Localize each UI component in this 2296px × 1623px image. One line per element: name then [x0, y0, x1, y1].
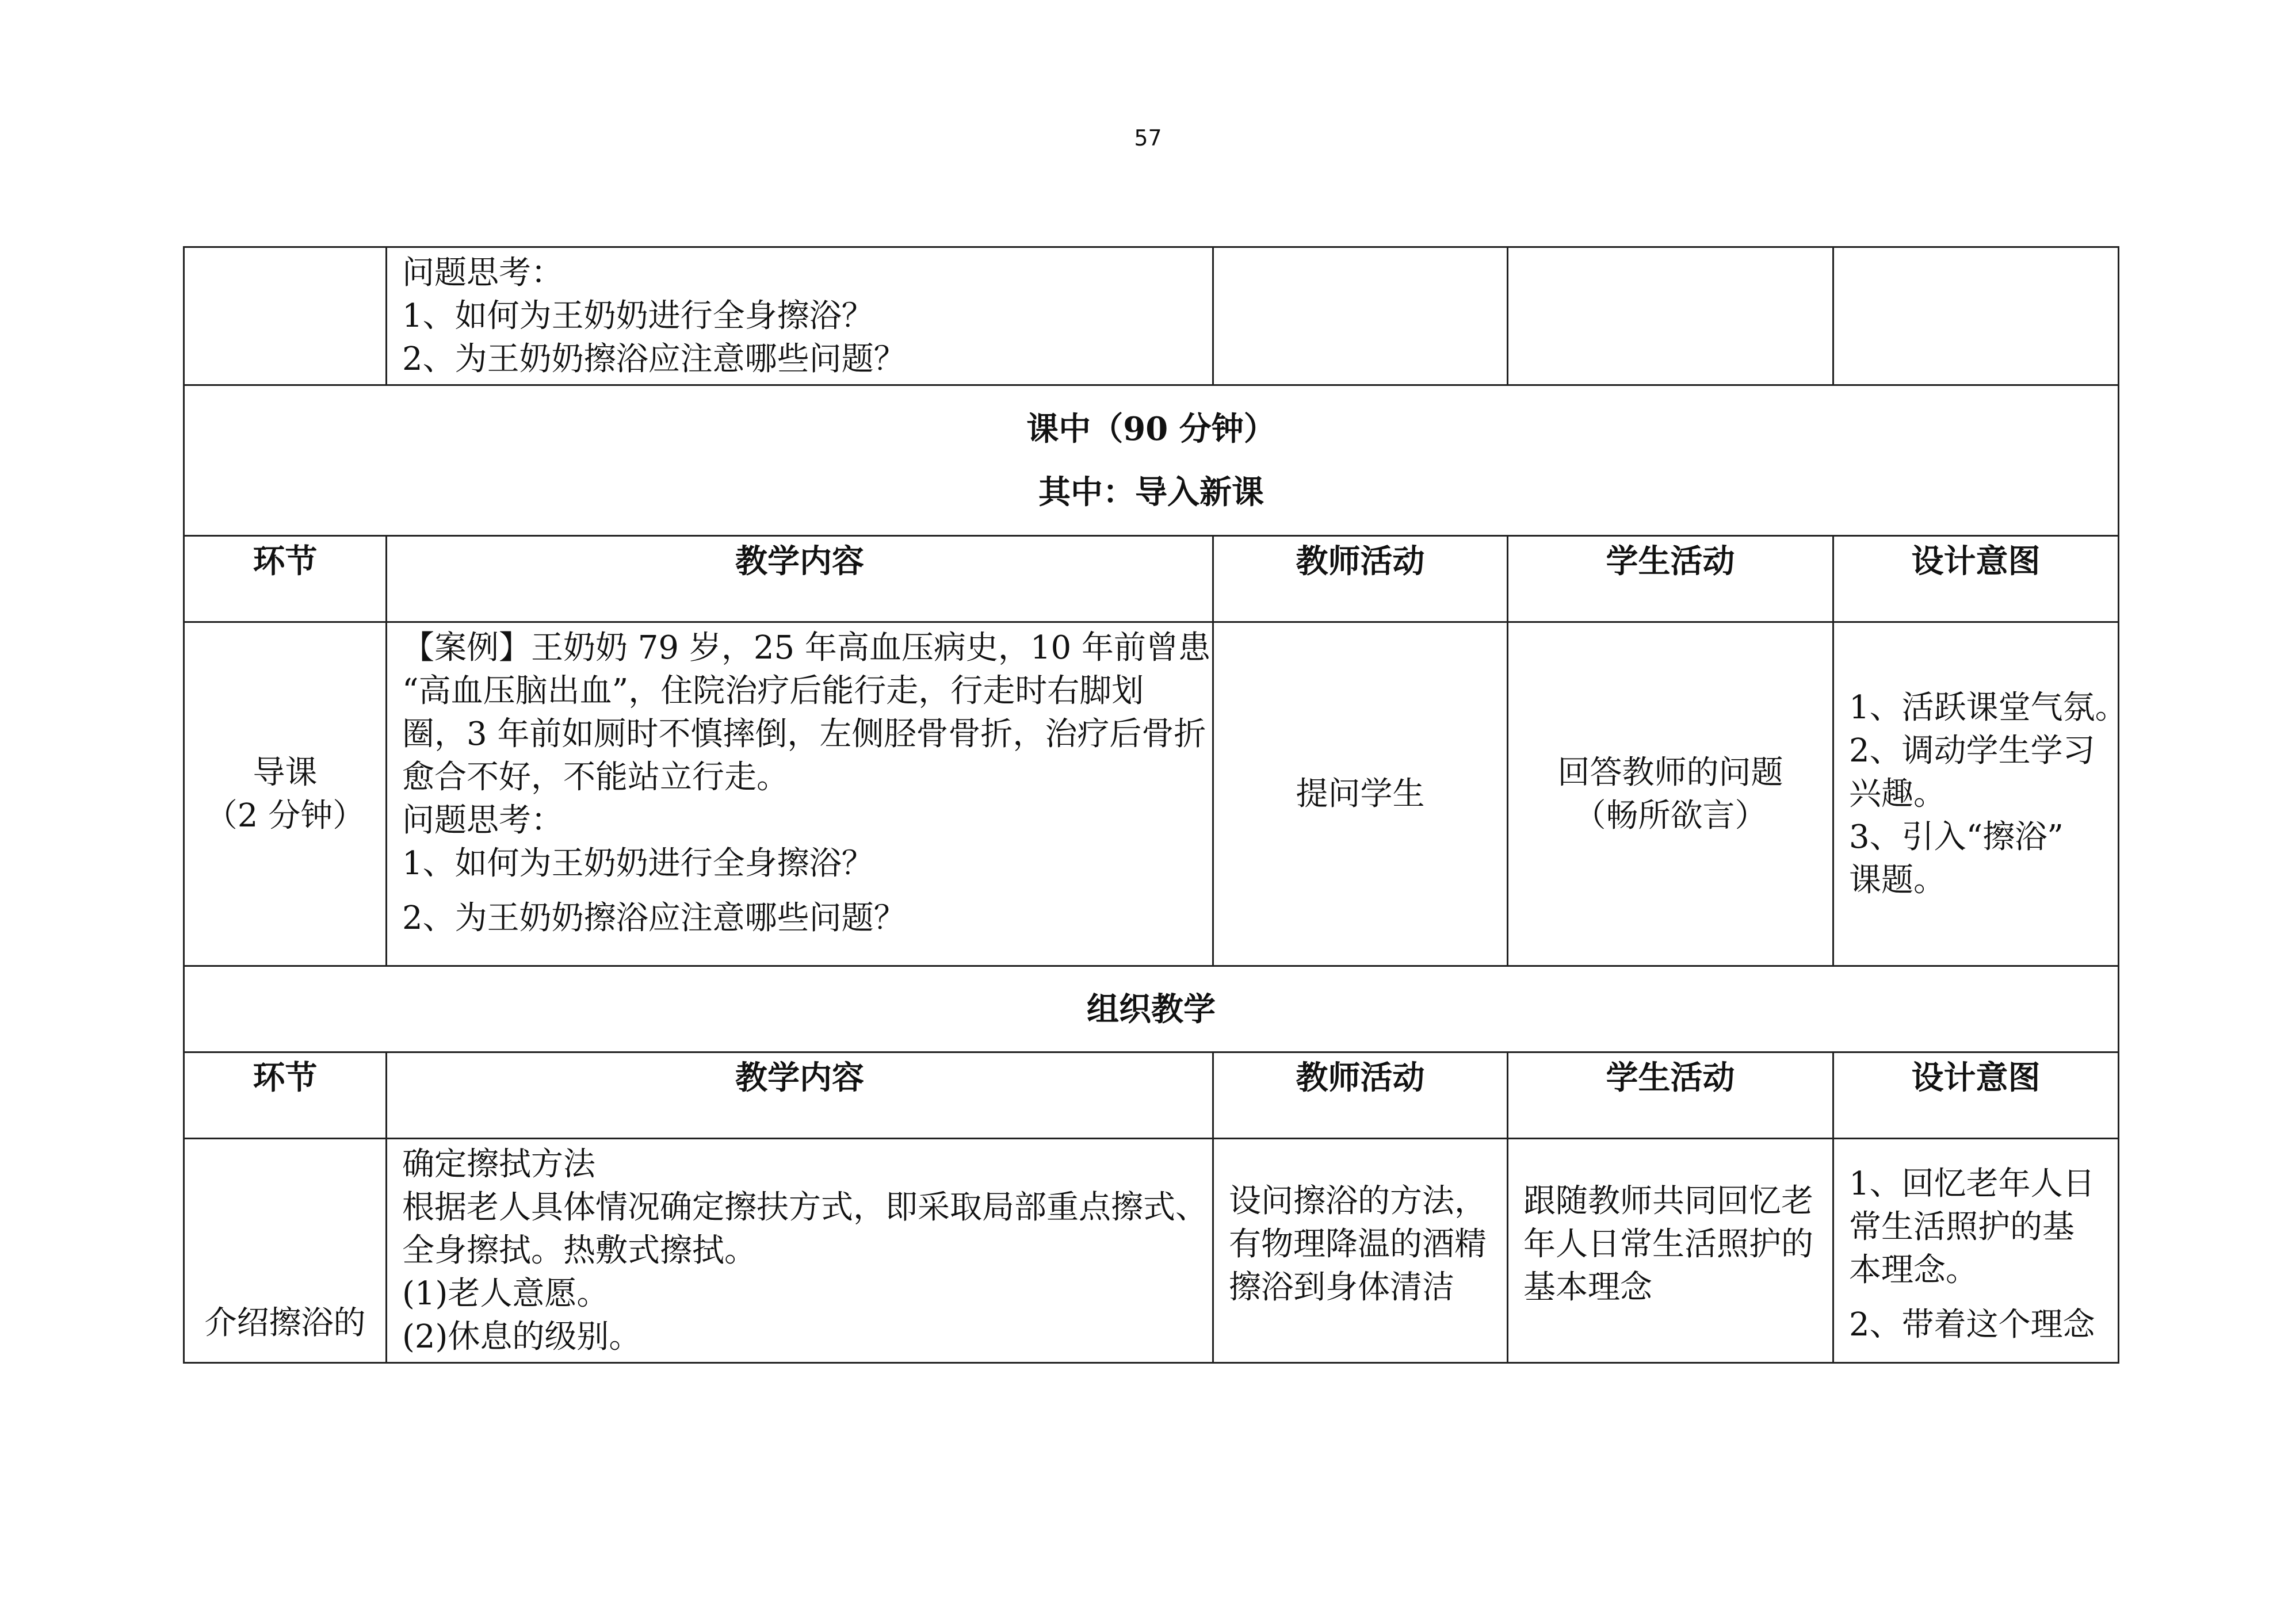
purpose-line: 2、带着这个理念 [1849, 1306, 2095, 1343]
table-row-continuation [184, 247, 2119, 385]
content-cell [387, 622, 1213, 966]
stage-cell [184, 622, 387, 966]
content-line: 1、如何为王奶奶进行全身擦浴？ [402, 845, 874, 882]
student-activity-line: （畅所欲言） [1573, 797, 1767, 835]
stage-name: 介绍擦浴的 [204, 1304, 366, 1342]
header-teacher: 教师活动 [1213, 1052, 1508, 1139]
design-purpose-cell [1833, 622, 2127, 966]
content-cell [387, 247, 1213, 385]
table-row-method [184, 1139, 2119, 1363]
teacher-activity-line: 擦浴到身体清洁 [1229, 1269, 1454, 1306]
column-header-row [184, 1052, 2119, 1139]
header-stage: 环节 [184, 536, 387, 622]
section-heading-organize [184, 966, 2119, 1052]
purpose-line: 兴趣。 [1849, 775, 1946, 813]
student-activity-line: 年人日常生活照护的 [1523, 1226, 1813, 1263]
content-line: 2、为王奶奶擦浴应注意哪些问题？ [402, 340, 906, 378]
content-cell [387, 1139, 1213, 1363]
stage-cell [184, 1139, 387, 1363]
section-subtitle: 其中：导入新课 [1038, 473, 1264, 511]
student-activity-cell [1508, 1139, 1833, 1363]
header-content: 教学内容 [387, 536, 1213, 622]
section-title: 组织教学 [1087, 990, 1216, 1028]
header-teacher: 教师活动 [1213, 536, 1508, 622]
content-line: (1)老人意愿。 [402, 1275, 609, 1312]
content-line: 1、如何为王奶奶进行全身擦浴？ [402, 297, 874, 335]
teacher-activity-line: 有物理降温的酒精 [1229, 1226, 1487, 1263]
teacher-activity: 提问学生 [1296, 775, 1425, 813]
section-row-in-class [184, 385, 2119, 536]
teacher-activity-cell [1213, 622, 1508, 966]
header-student: 学生活动 [1508, 536, 1833, 622]
content-line: 问题思考： [402, 254, 563, 292]
content-line: 圈，3 年前如厕时不慎摔倒，左侧胫骨骨折，治疗后骨折 [402, 715, 1206, 753]
content-line: 全身擦拭。热敷式擦拭。 [402, 1232, 757, 1269]
page-number: 57 [1134, 125, 1162, 151]
student-activity-cell [1508, 622, 1833, 966]
student-activity-line: 回答教师的问题 [1557, 753, 1783, 791]
column-header-row [184, 536, 2119, 622]
content-line: “高血压脑出血”，住院治疗后能行走，行走时右脚划 [402, 672, 1144, 710]
stage-name: 导课 [253, 753, 318, 791]
student-cell-empty [1508, 247, 1833, 385]
purpose-line: 1、活跃课堂气氛。 [1849, 689, 2127, 726]
content-line: 2、为王奶奶擦浴应注意哪些问题？ [402, 899, 906, 937]
purpose-cell-empty [1833, 247, 2119, 385]
purpose-line: 课题。 [1849, 862, 1946, 899]
section-row-organize [184, 966, 2119, 1052]
content-line: (2)休息的级别。 [402, 1318, 641, 1356]
content-line: 确定擦拭方法 [402, 1146, 595, 1183]
header-student: 学生活动 [1508, 1052, 1833, 1139]
header-stage: 环节 [184, 1052, 387, 1139]
purpose-line: 1、回忆老年人日 [1849, 1165, 2095, 1203]
stage-cell-empty [184, 247, 387, 385]
student-activity-line: 跟随教师共同回忆老 [1523, 1182, 1813, 1220]
section-title: 课中（90 分钟） [1026, 409, 1276, 448]
header-purpose: 设计意图 [1833, 1052, 2119, 1139]
content-line: 根据老人具体情况确定擦扶方式，即采取局部重点擦式、 [402, 1189, 1208, 1226]
section-heading-in-class [184, 385, 2119, 536]
purpose-line: 常生活照护的基 [1849, 1208, 2075, 1246]
content-line: 问题思考： [402, 802, 563, 839]
teacher-activity-line: 设问擦浴的方法， [1229, 1182, 1487, 1220]
purpose-line: 2、调动学生学习 [1849, 732, 2095, 770]
teacher-activity-cell [1213, 1139, 1508, 1363]
purpose-line: 3、引入“擦浴” [1849, 818, 2064, 856]
teacher-cell-empty [1213, 247, 1508, 385]
content-line: 愈合不好，不能站立行走。 [402, 759, 789, 796]
stage-duration: （2 分钟） [205, 797, 365, 835]
header-content: 教学内容 [387, 1052, 1213, 1139]
header-purpose: 设计意图 [1833, 536, 2119, 622]
table-row-intro [184, 622, 2119, 966]
purpose-line: 本理念。 [1849, 1251, 1978, 1289]
lesson-plan-table [183, 246, 2127, 1364]
content-line: 【案例】王奶奶 79 岁，25 年高血压病史，10 年前曾患 [402, 629, 1210, 667]
design-purpose-cell [1833, 1139, 2119, 1363]
student-activity-line: 基本理念 [1523, 1269, 1652, 1306]
